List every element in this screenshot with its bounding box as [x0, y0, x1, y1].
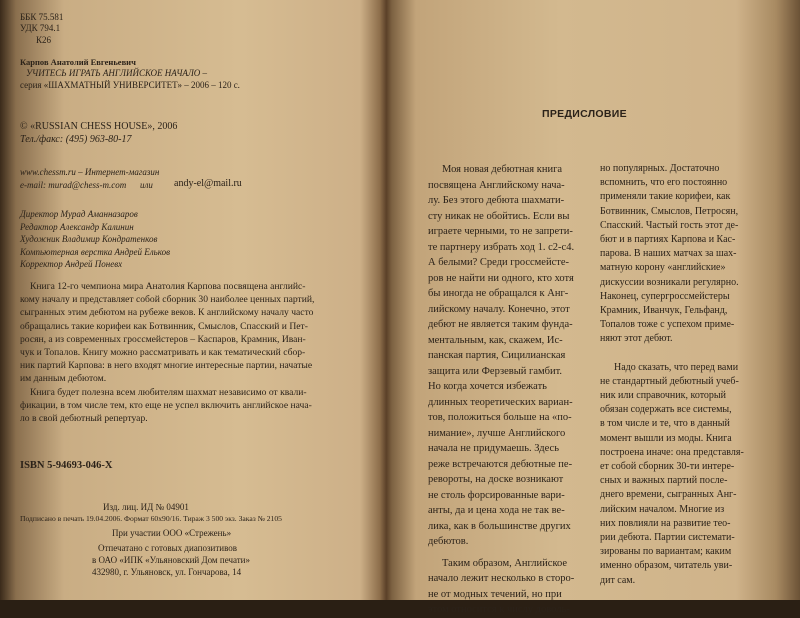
left-page — [0, 0, 384, 600]
text-line: дискуссии возникали регулярно. — [600, 276, 739, 288]
credit-line: Директор Мурад Аманназаров — [20, 209, 138, 219]
annotation-line: ник партий Карпова: в него входят многие интересные партии, начатые — [20, 360, 313, 372]
credits — [20, 208, 170, 271]
text-line: матную корону «английские» — [600, 262, 726, 274]
author-code: К26 — [36, 35, 52, 45]
column-left — [428, 162, 574, 618]
isbn: ISBN 5-94693-046-X — [20, 460, 113, 471]
text-line: бы иногда не обращался к Анг- — [428, 288, 569, 299]
text-line: лийским началом. Многие из — [600, 503, 725, 515]
credit-line: Корректор Андрей Поневх — [20, 259, 123, 269]
text-line: но популярных. Достаточно — [600, 163, 720, 174]
text-line: Спасский. Частый гость этот де- — [600, 219, 739, 231]
author-name: Карпов Анатолий Евгеньевич — [20, 57, 136, 67]
phone: Тел./факс: (495) 963-80-17 — [20, 134, 132, 145]
text-line: построена иначе: она представля- — [600, 446, 744, 458]
text-line: Надо сказать, что перед вами — [614, 361, 739, 373]
text-line: ментальным, как, скажем, Ис- — [428, 334, 563, 346]
annotation-line: Книга 12-го чемпиона мира Анатолия Карпова посвящена английс- — [30, 281, 306, 292]
text-line: парова. В наших матчах за шах- — [600, 248, 737, 260]
imprint-source: Отпечатано с готовых диапозитивов — [98, 543, 238, 553]
text-line: момент вышли из моды. Книга — [600, 432, 732, 444]
credit-line: Редактор Александр Калинин — [20, 221, 134, 232]
book-title: УЧИТЕСЬ ИГРАТЬ АНГЛИЙСКОЕ НАЧАЛО – — [26, 68, 208, 78]
text-line: сных и важных партий после- — [600, 475, 728, 487]
or-word: или — [140, 180, 153, 190]
text-line: лу. Без этого дебюта шахмати- — [428, 195, 565, 206]
text-line: ров не найти ни одного, кто хотя — [428, 272, 574, 284]
column-right — [600, 162, 744, 588]
annotation-line: кому началу и представляет собой сборник 30 наиболее ценных партий, — [20, 294, 315, 306]
website: www.chessm.ru – Интернет-магазин — [20, 167, 160, 177]
text-line: не стандартный дебютный учеб- — [600, 375, 739, 387]
text-line: лийскому началу. Конечно, этот — [428, 303, 570, 315]
imprint-address: 432980, г. Ульяновск, ул. Гончарова, 14 — [92, 567, 242, 577]
text-line: дебют не является таким фунда- — [428, 319, 573, 330]
text-line: защита или Ферзевый гамбит. — [428, 365, 563, 377]
text-line: Таким образом, Английское — [442, 557, 568, 569]
text-line: Топалов тоже с успехом приме- — [600, 319, 735, 331]
text-line: начало лежит несколько в сторо- — [428, 573, 575, 584]
imprint-license: Изд. лиц. ИД № 04901 — [103, 502, 189, 512]
imprint-print-info: Подписано в печать 19.04.2006. Формат 60х90/16. Тираж 3 500 экз. Заказ № 2105 — [20, 514, 282, 523]
text-line: няют этот дебют. — [600, 333, 673, 345]
text-line: днего времени, сыгранных Анг- — [600, 489, 737, 501]
text-line: тов, положиться больше на «по- — [428, 412, 572, 423]
text-line: не от модных течений, но при — [428, 588, 562, 600]
text-line: рии дебюта. Партии системати- — [600, 532, 735, 544]
text-line: Крамник, Иванчук, Гельфанд, — [600, 305, 728, 317]
annotation-line: фикации, в том числе тем, кто еще не успел включить английское нача- — [20, 399, 312, 411]
text-line: дит сам. — [600, 574, 636, 586]
annotation-line: чук и Топалов. Книгу можно рассматривать и как тематический сбор- — [20, 347, 306, 359]
annotation-line: им данным дебютом. — [20, 373, 107, 385]
text-line: Ботвинник, Смыслов, Петросян, — [600, 205, 739, 217]
right-page — [392, 0, 800, 615]
udk-code: УДК 794.1 — [20, 23, 61, 33]
imprint-partner: При участии ООО «Стрежень» — [112, 528, 232, 538]
annotation — [20, 280, 314, 425]
credit-line: Компьютерная верстка Андрей Ельков — [20, 246, 171, 257]
text-line: ник или справочник, который — [600, 390, 726, 402]
text-line: играете черными, то не запрети- — [428, 226, 573, 237]
annotation-line: обращались такие корифеи как Ботвинник, Смыслов, Спасский и Пет- — [20, 320, 308, 332]
text-line: Но когда хочется избежать — [428, 381, 547, 392]
bbk-code: ББК 75.581 — [20, 12, 64, 22]
text-line: именно образом, читатель уви- — [600, 560, 733, 572]
email-secondary: andy-el@mail.ru — [174, 178, 242, 189]
text-line: сту никак не обойтись. Если вы — [428, 210, 570, 222]
text-line: в том числе и те, что в данный — [600, 418, 730, 430]
text-line: дебютов. — [428, 536, 469, 547]
text-line: этом относится к числу доволь- — [428, 604, 570, 615]
credit-line: Художник Владимир Кондратенков — [20, 234, 158, 244]
text-line: Моя новая дебютная книга — [442, 164, 563, 175]
text-line: реже встречаются дебютные пе- — [428, 458, 573, 470]
text-line: нимание», лучше Английского — [428, 427, 566, 439]
text-line: А белыми? Среди гроссмейсте- — [428, 257, 569, 268]
text-line: обязан содержать все системы, — [600, 404, 732, 416]
text-line: ревороты, на доске возникают — [428, 474, 564, 485]
copyright: © «RUSSIAN CHESS HOUSE», 2006 — [20, 121, 178, 132]
text-line: начала не придумаешь. Здесь — [428, 443, 559, 454]
text-line: те партнеру избрать ход 1. с2-с4. — [428, 241, 575, 253]
text-line: вспомнить, что его постоянно — [600, 177, 728, 189]
text-line: посвящена Английскому нача- — [428, 179, 565, 191]
text-line: зированы по вариантам; каким — [600, 546, 732, 558]
text-line: длинных теоретических вариан- — [428, 396, 573, 408]
text-line: ет собой сборник 30-ти интере- — [600, 461, 735, 473]
page-heading: ПРЕДИСЛОВИЕ — [542, 108, 627, 120]
annotation-line: сыгранных этим дебютом на рубеже веков. К английскому началу часто — [20, 307, 314, 319]
series-line: серия «ШАХМАТНЫЙ УНИВЕРСИТЕТ» – 2006 – 120 с. — [20, 80, 240, 90]
text-line: Наконец, супергроссмейстеры — [600, 290, 730, 302]
annotation-line: ло в свой дебютный репертуар. — [20, 413, 148, 425]
imprint-printer: в ОАО «ИПК «Ульяновский Дом печати» — [92, 555, 250, 565]
annotation-line: Книга будет полезна всем любителям шахмат независимо от квали- — [30, 386, 307, 398]
text-line: лика, как в большинстве других — [428, 520, 571, 532]
text-line: них повлияли на развитие тео- — [600, 517, 731, 529]
text-line: панская партия, Сицилианская — [428, 350, 566, 361]
text-line: применяли такие корифеи, как — [600, 191, 731, 203]
text-line: бют и в партиях Карпова и Кас- — [600, 234, 736, 246]
text-line: анты, да и цена хода не так ве- — [428, 505, 565, 516]
text-line: не столь форсированные вари- — [428, 489, 565, 501]
email-primary: e-mail: murad@chess-m.com — [20, 180, 127, 190]
annotation-line: росян, а из современных гроссмейстеров – Каспаров, Крамник, Иван- — [20, 333, 306, 345]
